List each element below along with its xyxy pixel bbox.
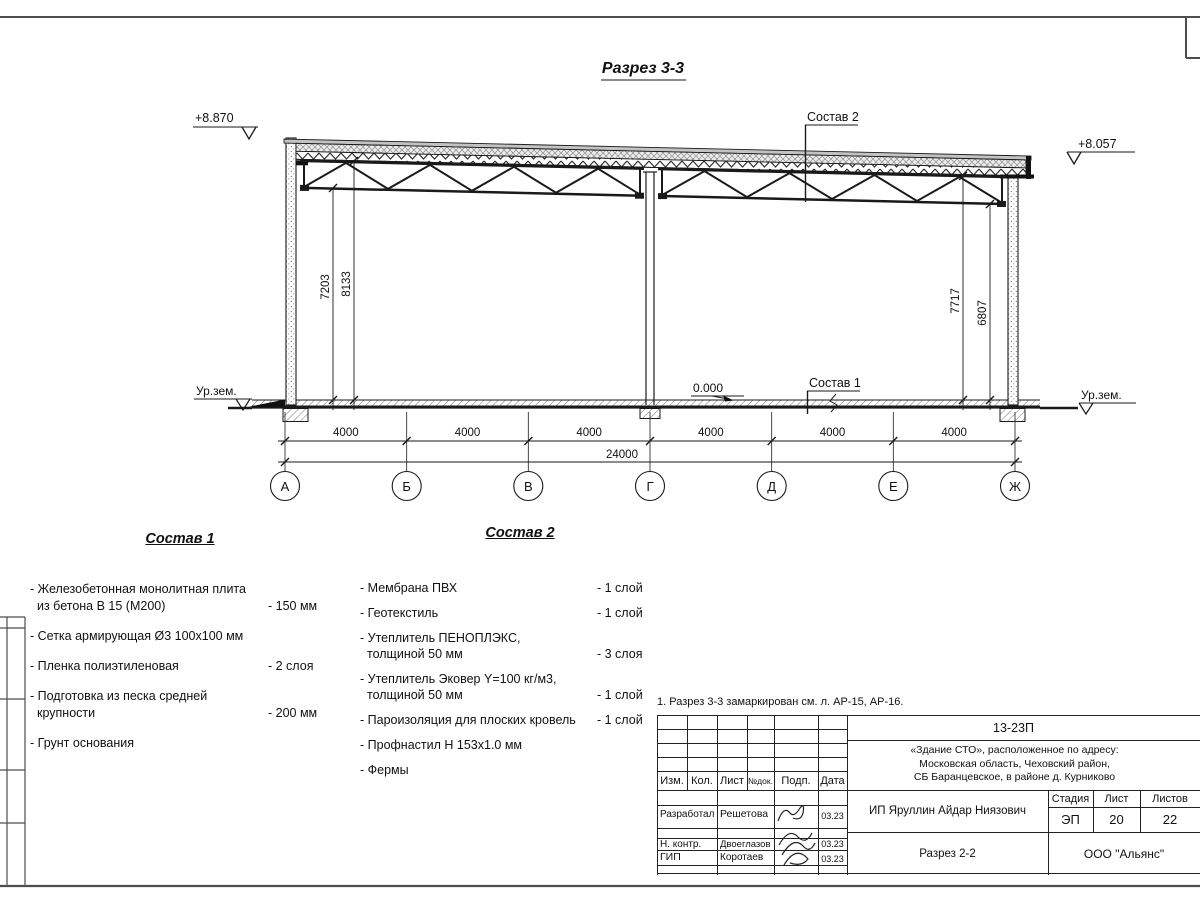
row-name-developer: Решетова: [720, 808, 769, 820]
layers1-list: [30, 531, 360, 765]
material-item-text: [30, 628, 268, 645]
dim-height-8133: 8133: [341, 271, 353, 297]
material-item: [30, 735, 360, 752]
material-item: [360, 671, 690, 703]
material-item-text: [360, 737, 597, 753]
axis-label: Д: [767, 479, 777, 494]
material-item-text: [360, 712, 597, 728]
material-item-line: толщиной 50 мм: [367, 688, 463, 702]
material-item: [360, 580, 690, 596]
material-item-value: - 1 слой: [597, 688, 643, 702]
section-name: Разрез 2-2: [919, 847, 976, 860]
material-item-value: - 150 мм: [268, 599, 318, 613]
col-data: Дата: [820, 774, 845, 787]
layers1-heading: Состав 1: [145, 531, 215, 547]
row-role-developer: Разработал: [660, 808, 715, 820]
layers2-items: [360, 580, 690, 778]
material-item-line: - Пароизоляция для плоских кровель: [360, 713, 576, 727]
material-item-line: - Сетка армирующая Ø3 100х100 мм: [30, 629, 244, 643]
material-item-line: - Фермы: [360, 763, 409, 777]
material-item-text: [30, 581, 268, 615]
dim-span-4000: 4000: [576, 427, 602, 439]
material-item-text: [360, 630, 597, 662]
material-item-line: - Мембрана ПВХ: [360, 581, 458, 595]
layers1-items: [30, 581, 360, 752]
material-item-text: [360, 605, 597, 621]
dim-span-4000: 4000: [941, 427, 967, 439]
axis-label: В: [523, 479, 533, 494]
axis-label: Б: [402, 479, 411, 494]
row-role-gip: ГИП: [660, 851, 681, 863]
material-item-line: крупности: [37, 706, 96, 720]
material-item-text: [30, 658, 268, 675]
elevation-zero: 0.000: [693, 381, 724, 395]
axis-label: Е: [888, 479, 898, 494]
material-item: [360, 605, 690, 621]
material-item: [30, 688, 360, 722]
material-item: [30, 628, 360, 645]
material-item-value: - 1 слой: [597, 713, 643, 727]
col-kol: Кол.: [691, 774, 713, 787]
material-item: [360, 712, 690, 728]
dim-height-6807: 6807: [977, 300, 989, 326]
layers2-heading: Состав 2: [485, 525, 555, 541]
axis-label: Г: [646, 479, 654, 494]
sheets-label: Листов: [1152, 792, 1188, 805]
callout-layers2: Состав 2: [807, 110, 859, 124]
stage-value: ЭП: [1061, 812, 1080, 827]
material-item-value: - 200 мм: [268, 706, 318, 720]
dim-span-4000: 4000: [698, 427, 724, 439]
material-item-text: [360, 671, 597, 703]
material-item-line: - Грунт основания: [30, 736, 135, 750]
ground-level-left: Ур.зем.: [196, 384, 237, 398]
sheet-note: 1. Разрез 3-3 замаркирован см. л. АР-15, АР-16.: [657, 696, 904, 708]
sheet-label: Лист: [1104, 792, 1129, 805]
material-item-value: [268, 628, 348, 645]
title-block: [657, 715, 1200, 875]
col-ndok: №док.: [748, 775, 773, 786]
sheet-value: 20: [1109, 812, 1124, 827]
material-item-text: [30, 735, 268, 752]
material-item-line: - Подготовка из песка средней: [30, 689, 208, 703]
row-date-ncontrol: 03.23: [821, 839, 844, 849]
col-list: Лист: [720, 774, 744, 787]
material-item: [360, 630, 690, 662]
material-item-line: - Геотекстиль: [360, 606, 439, 620]
material-item-text: [30, 688, 268, 722]
row-name-gip: Коротаев: [720, 851, 764, 863]
material-item: [360, 737, 690, 753]
material-item-value: - 1 слой: [597, 581, 643, 595]
dim-span-4000: 4000: [819, 427, 846, 439]
dim-height-7203: 7203: [320, 274, 332, 300]
material-item-line: - Утеплитель Эковер Y=100 кг/м3,: [360, 672, 557, 686]
ground-level-right: Ур.зем.: [1081, 388, 1122, 402]
dim-height-7717: 7717: [950, 288, 962, 314]
dim-span-4000: 4000: [333, 427, 359, 439]
material-item-text: [360, 762, 597, 778]
row-date-gip: 03.23: [821, 854, 844, 864]
dim-span-4000: 4000: [454, 427, 481, 439]
material-item-value: - 3 слоя: [597, 647, 643, 661]
drawing-title: Разрез 3-3: [601, 60, 685, 77]
material-item-value: - 1 слой: [597, 606, 643, 620]
material-item-text: [360, 580, 597, 596]
material-item-line: из бетона В 15 (М200): [37, 599, 166, 613]
material-item-line: - Утеплитель ПЕНОПЛЭКС,: [360, 631, 521, 645]
material-item: [30, 581, 360, 615]
material-item: [360, 762, 690, 778]
layers2-list: [360, 525, 690, 787]
material-item-line: - Железобетонная монолитная плита: [30, 582, 246, 596]
stage-label: Стадия: [1051, 792, 1090, 805]
project-address: [847, 741, 1182, 788]
doc-number: 13-23П: [993, 720, 1034, 735]
col-podp: Подп.: [781, 774, 811, 787]
axis-label: А: [280, 479, 290, 494]
signatures: [774, 801, 819, 873]
elevation-right: +8.057: [1078, 137, 1117, 151]
dim-total-24000: 24000: [606, 449, 638, 461]
company: ООО "Альянс": [1083, 846, 1165, 861]
material-item: [30, 658, 360, 675]
material-item-line: толщиной 50 мм: [367, 647, 463, 661]
row-date-developer: 03.23: [821, 811, 844, 821]
material-item-line: - Пленка полиэтиленовая: [30, 659, 179, 673]
col-izm: Изм.: [660, 774, 684, 787]
material-item-line: - Профнастил Н 153х1.0 мм: [360, 738, 523, 752]
material-item-value: [268, 735, 348, 752]
axis-label: Ж: [1008, 479, 1022, 494]
material-item-value: - 2 слоя: [268, 659, 314, 673]
callout-layers1: Состав 1: [809, 376, 861, 390]
row-role-ncontrol: Н. контр.: [660, 838, 702, 850]
client: ИП Яруллин Айдар Ниязович: [869, 805, 1026, 817]
row-name-ncontrol: Двоеглазов: [720, 838, 771, 850]
sheets-value: 22: [1162, 812, 1178, 827]
project-line: «Здание СТО», расположенное по адресу:: [910, 744, 1119, 757]
project-line: СБ Баранцевское, в районе д. Курниково: [913, 771, 1116, 784]
elevation-left: +8.870: [195, 111, 234, 125]
project-line: Московская область, Чеховский район,: [919, 757, 1110, 770]
